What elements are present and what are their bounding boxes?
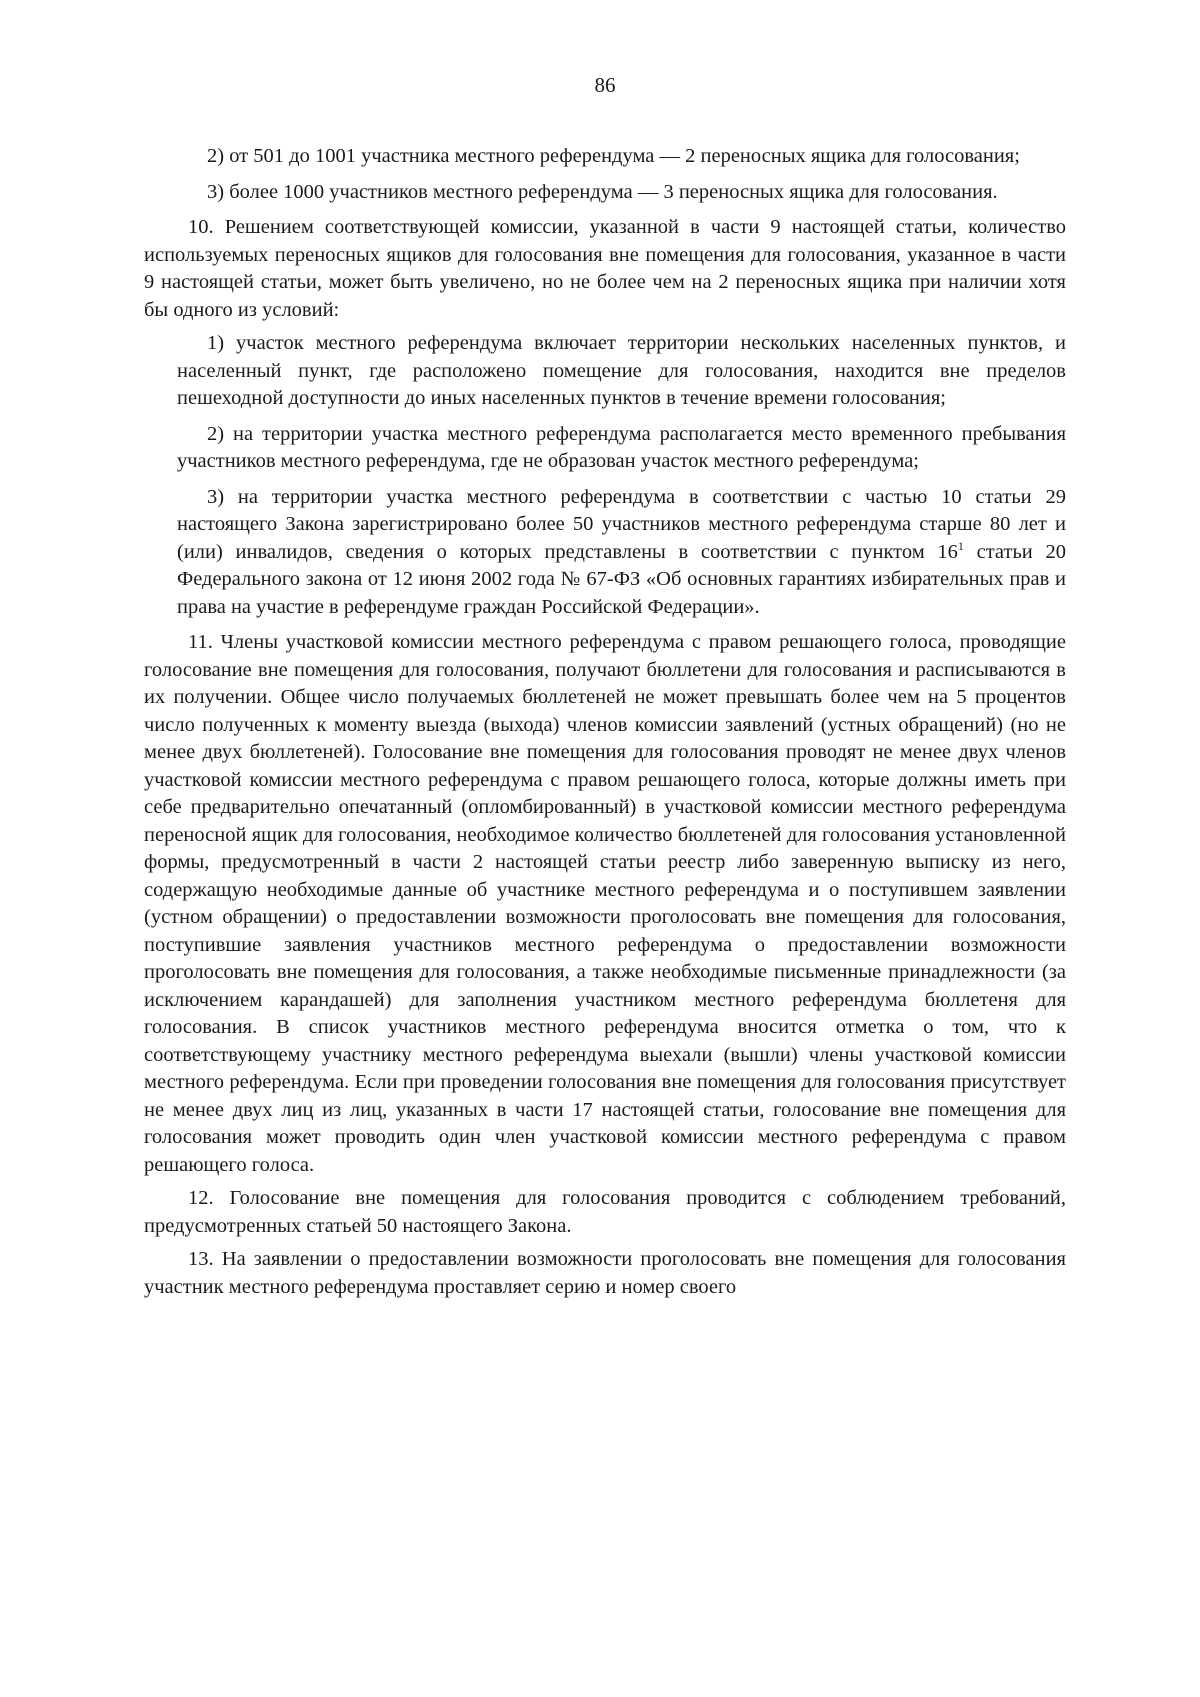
list-item: 2) на территории участка местного референдума располагается место временного пребывания участников местного референдума, где не образован участок местного референдума;	[177, 422, 1066, 472]
page-number: 86	[594, 73, 616, 97]
list-item: 1) участок местного референдума включает территории нескольких населенных пунктов, и населенный пункт, где расположено помещение для голосования, находится вне пределов пешеходной доступности до иных населенных пунктов в течение времени голосования;	[177, 332, 1066, 409]
list-item-text: 3) на территории участка местного референдума в соответствии с частью 10 статьи 29 настоящего Закона зарегистрировано более 50 участников местного референдума старше 80 лет и (или) инвалидов, сведения о которых представлены в соответствии с пунктом 16	[177, 485, 1066, 563]
list-item	[144, 484, 1066, 622]
list-item-text: статьи 20 Федерального закона от 12 июня 2002 года № 67-ФЗ «Об основных гарантиях избирательных прав и права на участие в референдуме граждан Российской Федерации».	[177, 540, 1066, 618]
paragraph-11: 11. Члены участковой комиссии местного референдума с правом решающего голоса, проводящие голосование вне помещения для голосования, получают бюллетени для голосования и расписываются в их получении. Общее число получаемых бюллетеней не может превышать более чем на 5 процентов число полученных к моменту выезда (выхода) членов комиссии заявлений (устных обращений) (но не менее двух бюллетеней). Голосование вне помещения для голосования проводят не менее двух членов участковой комиссии местного референдума с правом решающего голоса, которые должны иметь при себе предварительно опечатанный (опломбированный) в участковой комиссии местного референдума переносной ящик для голосования, необходимое количество бюллетеней для голосования установленной формы, предусмотренный в части 2 настоящей статьи реестр либо заверенную выписку из него, содержащую необходимые данные об участнике местного референдума и о поступившем заявлении (устном обращении) о предоставлении возможности проголосовать вне помещения для голосования, поступившие заявления участников местного референдума о предоставлении возможности проголосовать вне помещения для голосования, а также необходимые письменные принадлежности (за исключением карандашей) для заполнения участником местного референдума бюллетеня для голосования. В список участников местного референдума вносится отметка о том, что к соответствующему участнику местного референдума выехали (вышли) члены участковой комиссии местного референдума. Если при проведении голосования вне помещения для голосования присутствует не менее двух лиц из лиц, указанных в части 17 настоящей статьи, голосование вне помещения для голосования может проводить один член участковой комиссии местного референдума с правом решающего голоса.	[144, 631, 1066, 1176]
paragraph-13: 13. На заявлении о предоставлении возможности проголосовать вне помещения для голосования участник местного референдума проставляет серию и номер своего	[144, 1248, 1066, 1298]
paragraph-10: 10. Решением соответствующей комиссии, указанной в части 9 настоящей статьи, количество используемых переносных ящиков для голосования вне помещения для голосования, указанное в части 9 настоящей статьи, может быть увеличено, но не более чем на 2 переносных ящика при наличии хотя бы одного из условий:	[144, 216, 1066, 321]
list-item: 2) от 501 до 1001 участника местного референдума — 2 переносных ящика для голосования;	[207, 145, 1020, 167]
superscript: 1	[957, 538, 964, 553]
list-item: 3) более 1000 участников местного референдума — 3 переносных ящика для голосования.	[207, 180, 998, 203]
document-body	[144, 143, 1066, 1307]
paragraph-12: 12. Голосование вне помещения для голосования проводится с соблюдением требований, предусмотренных статьей 50 настоящего Закона.	[144, 1187, 1066, 1237]
